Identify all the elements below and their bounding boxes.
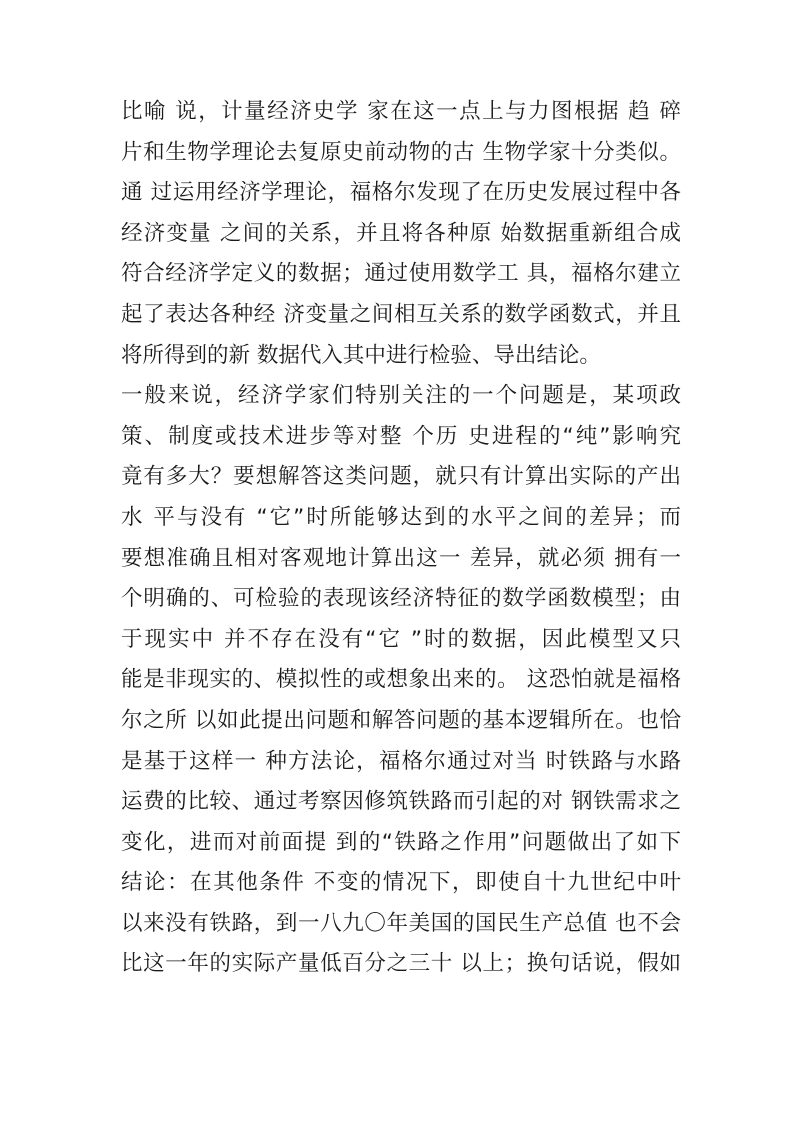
text-line: 通 过运用经济学理论，福格尔发现了在历史发展过程中各 bbox=[121, 180, 681, 206]
text-line: 片和生物学理论去复原史前动物的古 生物学家十分类似。 bbox=[121, 139, 681, 165]
body-text bbox=[121, 92, 681, 985]
text-line: 竟有多大？要想解答这类问题，就只有计算出实际的产出 bbox=[121, 464, 681, 490]
text-line: 于现实中 并不存在没有“它 ”时的数据，因此模型又只 bbox=[121, 626, 681, 652]
text-line: 个明确的、可检验的表现该经济特征的数学函数模型；由 bbox=[121, 586, 681, 612]
text-line: 结论：在其他条件 不变的情况下，即使自十九世纪中叶 bbox=[121, 870, 681, 896]
text-line: 变化，进而对前面提 到的“铁路之作用”问题做出了如下 bbox=[121, 829, 681, 855]
text-line: 经济变量 之间的关系，并且将各种原 始数据重新组合成 bbox=[121, 220, 681, 246]
text-line: 一般来说，经济学家们特别关注的一个问题是，某项政 bbox=[121, 383, 681, 409]
text-line: 是基于这样一 种方法论，福格尔通过对当 时铁路与水路 bbox=[121, 748, 681, 774]
text-line: 将所得到的新 数据代入其中进行检验、导出结论。 bbox=[121, 342, 601, 368]
text-line: 水 平与没有 “它”时所能够达到的水平之间的差异；而 bbox=[121, 504, 681, 530]
text-line: 尔之所 以如此提出问题和解答问题的基本逻辑所在。也恰 bbox=[121, 707, 681, 733]
text-line: 策、制度或技术进步等对整 个历 史进程的“纯”影响究 bbox=[121, 423, 681, 449]
text-line: 能是非现实的、模拟性的或想象出来的。 这恐怕就是福格 bbox=[121, 667, 681, 693]
text-line: 符合经济学定义的数据；通过使用数学工 具，福格尔建立 bbox=[121, 261, 681, 287]
text-line: 比喻 说，计量经济史学 家在这一点上与力图根据 趋 碎 bbox=[121, 99, 681, 124]
text-line: 要想准确且相对客观地计算出这一 差异，就必须 拥有一 bbox=[121, 545, 681, 571]
text-line: 起了表达各种经 济变量之间相互关系的数学函数式，并且 bbox=[121, 301, 681, 327]
text-line: 比这一年的实际产量低百分之三十 以上；换句话说，假如 bbox=[121, 951, 681, 977]
text-line: 运费的比较、通过考察因修筑铁路而引起的对 钢铁需求之 bbox=[121, 789, 681, 815]
text-line: 以来没有铁路，到一八九〇年美国的国民生产总值 也不会 bbox=[121, 910, 681, 936]
